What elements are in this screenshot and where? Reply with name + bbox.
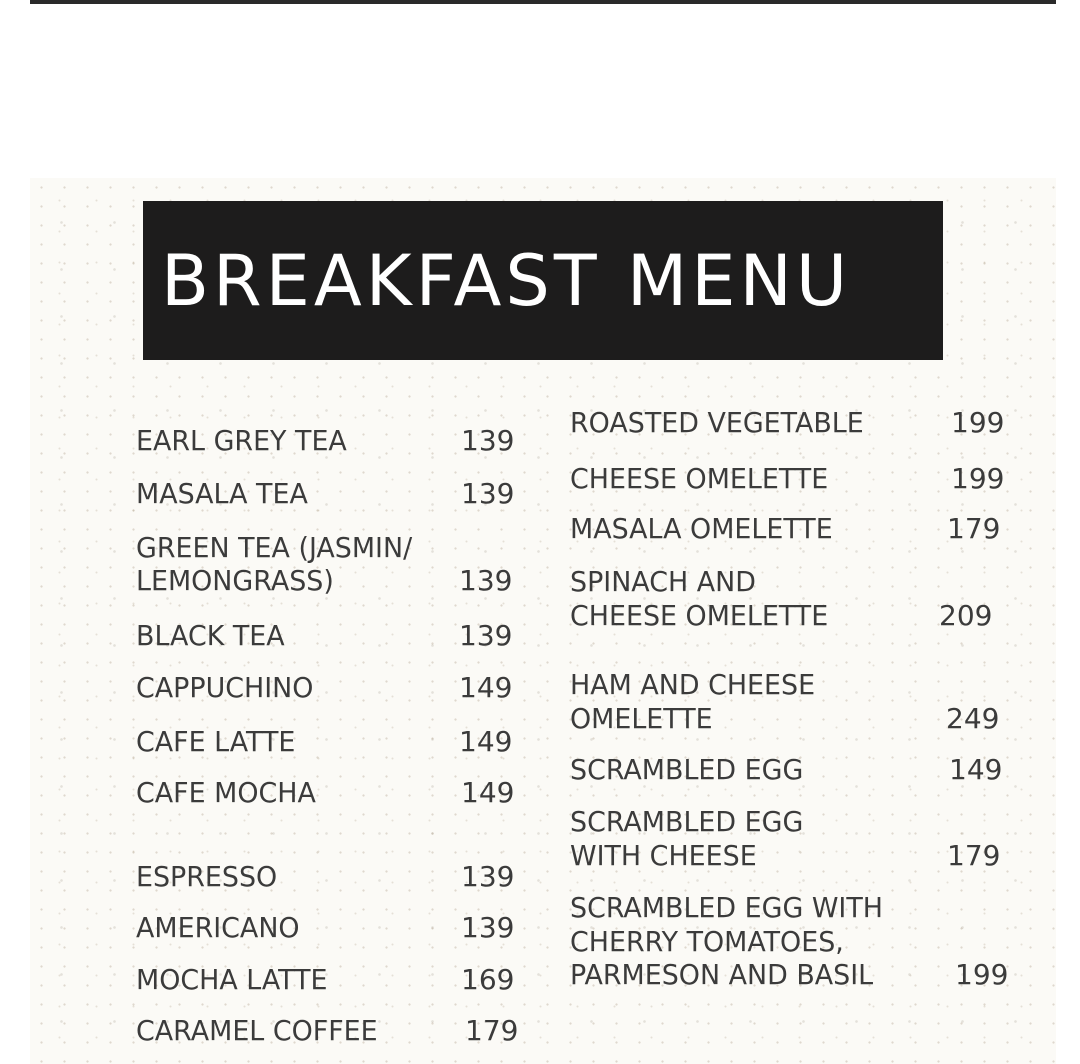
item-masala-tea: MASALA TEA [136, 477, 308, 510]
price-earl-grey-tea: 139 [461, 424, 515, 457]
item-masala-omelette: MASALA OMELETTE [570, 512, 833, 545]
price-masala-omelette: 179 [947, 512, 1001, 545]
item-scrambled-egg: SCRAMBLED EGG [570, 753, 804, 786]
item-cheese-omelette: CHEESE OMELETTE [570, 462, 829, 495]
price-cafe-latte: 149 [459, 725, 513, 758]
price-americano: 139 [461, 911, 515, 944]
price-green-tea: 139 [459, 564, 513, 597]
item-cafe-mocha: CAFE MOCHA [136, 776, 316, 809]
price-caramel-coffee: 179 [465, 1014, 519, 1047]
item-ham-cheese-omelette-line2: OMELETTE [570, 702, 713, 735]
price-roasted-vegetable: 199 [951, 406, 1005, 439]
price-scrambled-egg-tomatoes: 199 [955, 958, 1009, 991]
item-spinach-cheese-omelette-line1: SPINACH AND [570, 565, 756, 598]
item-scrambled-egg-tomatoes-line2: CHERRY TOMATOES, [570, 925, 844, 958]
menu-title-banner [143, 201, 943, 360]
item-caramel-coffee: CARAMEL COFFEE [136, 1014, 378, 1047]
item-roasted-vegetable: ROASTED VEGETABLE [570, 406, 864, 439]
price-scrambled-egg-cheese: 179 [947, 839, 1001, 872]
item-cafe-latte: CAFE LATTE [136, 725, 296, 758]
item-scrambled-egg-tomatoes-line3: PARMESON AND BASIL [570, 958, 874, 991]
menu-title: BREAKFAST MENU [161, 239, 852, 322]
price-cheese-omelette: 199 [951, 462, 1005, 495]
price-scrambled-egg: 149 [949, 753, 1003, 786]
price-espresso: 139 [461, 860, 515, 893]
item-black-tea: BLACK TEA [136, 619, 285, 652]
item-cappuchino: CAPPUCHINO [136, 671, 314, 704]
item-green-tea-line2: LEMONGRASS) [136, 564, 334, 597]
price-masala-tea: 139 [461, 477, 515, 510]
item-mocha-latte: MOCHA LATTE [136, 963, 328, 996]
item-scrambled-egg-tomatoes-line1: SCRAMBLED EGG WITH [570, 891, 883, 924]
item-ham-cheese-omelette-line1: HAM AND CHEESE [570, 668, 816, 701]
price-ham-cheese-omelette: 249 [946, 702, 1000, 735]
item-spinach-cheese-omelette-line2: CHEESE OMELETTE [570, 599, 829, 632]
price-mocha-latte: 169 [461, 963, 515, 996]
item-espresso: ESPRESSO [136, 860, 278, 893]
item-earl-grey-tea: EARL GREY TEA [136, 424, 347, 457]
price-spinach-cheese-omelette: 209 [939, 599, 993, 632]
item-americano: AMERICANO [136, 911, 300, 944]
price-black-tea: 139 [459, 619, 513, 652]
item-green-tea-line1: GREEN TEA (JASMIN/ [136, 531, 413, 564]
item-scrambled-egg-cheese-line1: SCRAMBLED EGG [570, 805, 804, 838]
price-cafe-mocha: 149 [461, 776, 515, 809]
price-cappuchino: 149 [459, 671, 513, 704]
item-scrambled-egg-cheese-line2: WITH CHEESE [570, 839, 757, 872]
top-divider [30, 0, 1056, 4]
